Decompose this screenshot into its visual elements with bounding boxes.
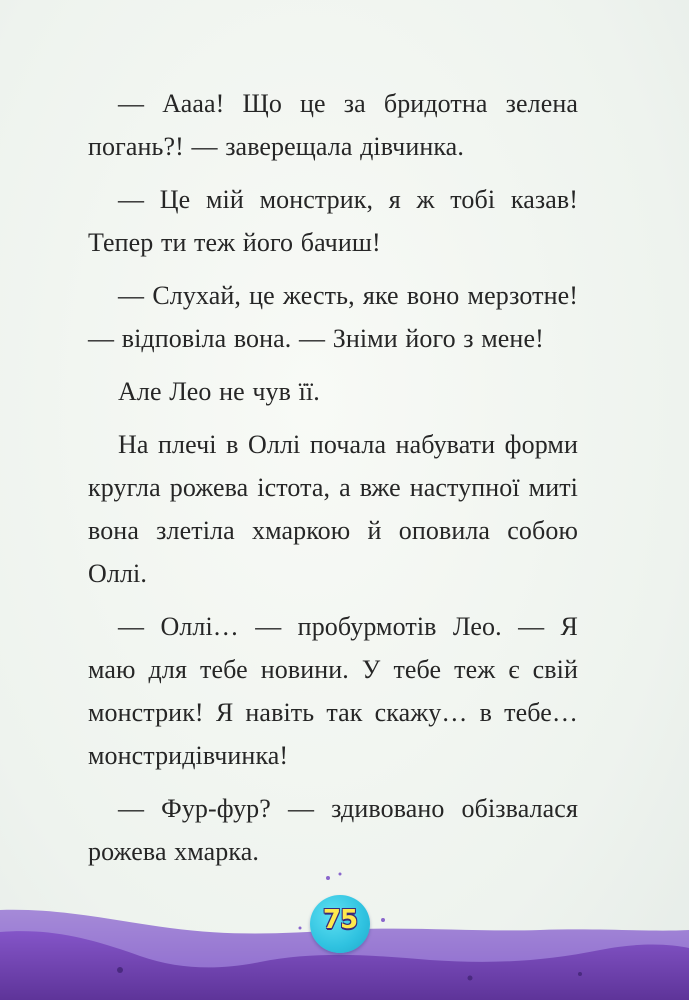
dot-decoration bbox=[578, 972, 582, 976]
page-number-badge bbox=[306, 893, 376, 955]
dot-decoration bbox=[468, 976, 473, 981]
paragraph-7: — Фур-фур? — здивовано обізвалася рожева хмарка. bbox=[88, 794, 578, 866]
story-text bbox=[88, 82, 578, 883]
paragraph-3: — Слухай, це жесть, яке воно мерзотне! — відповіла вона. — Зніми його з мене! bbox=[88, 281, 578, 353]
paragraph-2: — Це мій монстрик, я ж тобі казав! Тепер ти теж його бачиш! bbox=[88, 185, 578, 257]
paragraph-1: — Аааа! Що це за бридотна зелена погань?! — заверещала дівчинка. bbox=[88, 89, 578, 161]
dot-decoration bbox=[299, 927, 302, 930]
paragraph-6: — Оллі… — пробурмотів Лео. — Я маю для тебе новини. У тебе теж є свій монстрик! Я навіть так скажу… в тебе… монстридівчинка! bbox=[88, 612, 578, 770]
paragraph-4: Але Лео не чув її. bbox=[118, 377, 320, 406]
dot-decoration bbox=[117, 967, 123, 973]
dot-decoration bbox=[381, 918, 385, 922]
paragraph-5: На плечі в Оллі почала набувати форми кругла рожева істота, а вже наступної миті вона злетіла хмаркою й оповила собою Оллі. bbox=[88, 430, 578, 588]
page-number: 75 bbox=[322, 905, 358, 935]
